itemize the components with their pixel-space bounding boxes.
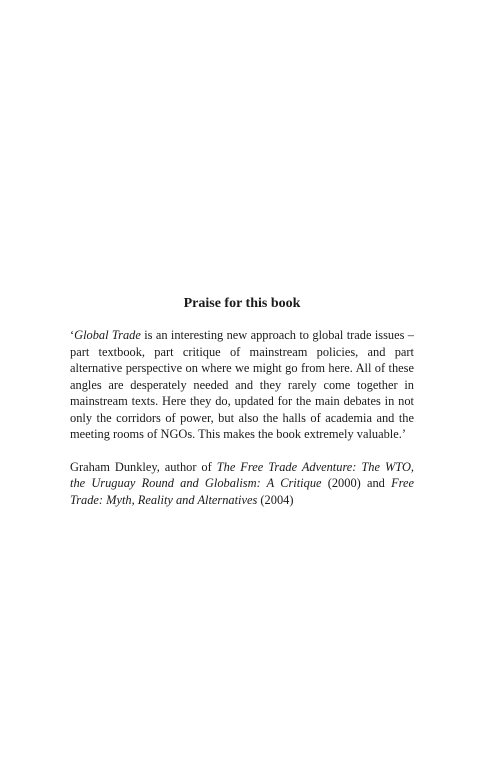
- quote-text: is an interesting new approach to global trade issues – part textbook, part critique of mainstream policies, and part alternative perspective on where we might go from here. All of these angles are desperately needed and they rarely come together in mainstream texts. Here they do, updated for the main debates in not only the corridors of power, but also the halls of academia and the meeting rooms of NGOs. This makes the book extremely valuable.: [70, 328, 415, 441]
- attribution-prefix: Graham Dunkley, author of: [70, 459, 217, 474]
- endorsement-quote: [70, 327, 414, 443]
- quote-close-mark: ’: [401, 427, 406, 441]
- attribution-work1-year: (2000) and: [321, 476, 392, 490]
- quote-open-mark: ‘: [70, 328, 75, 342]
- attribution-work1-title: The Free Trade Adventure: The WTO, the Uruguay Round and Globalism: A Critique: [70, 459, 414, 490]
- attribution-work2-year: (2004): [257, 492, 294, 507]
- attribution-work2-title: Free Trade: Myth, Reality and Alternatives: [70, 476, 414, 507]
- quote-book-title: Global Trade: [74, 328, 141, 342]
- praise-page: [70, 295, 414, 508]
- endorsement-attribution: [70, 459, 414, 509]
- praise-heading: Praise for this book: [183, 296, 301, 311]
